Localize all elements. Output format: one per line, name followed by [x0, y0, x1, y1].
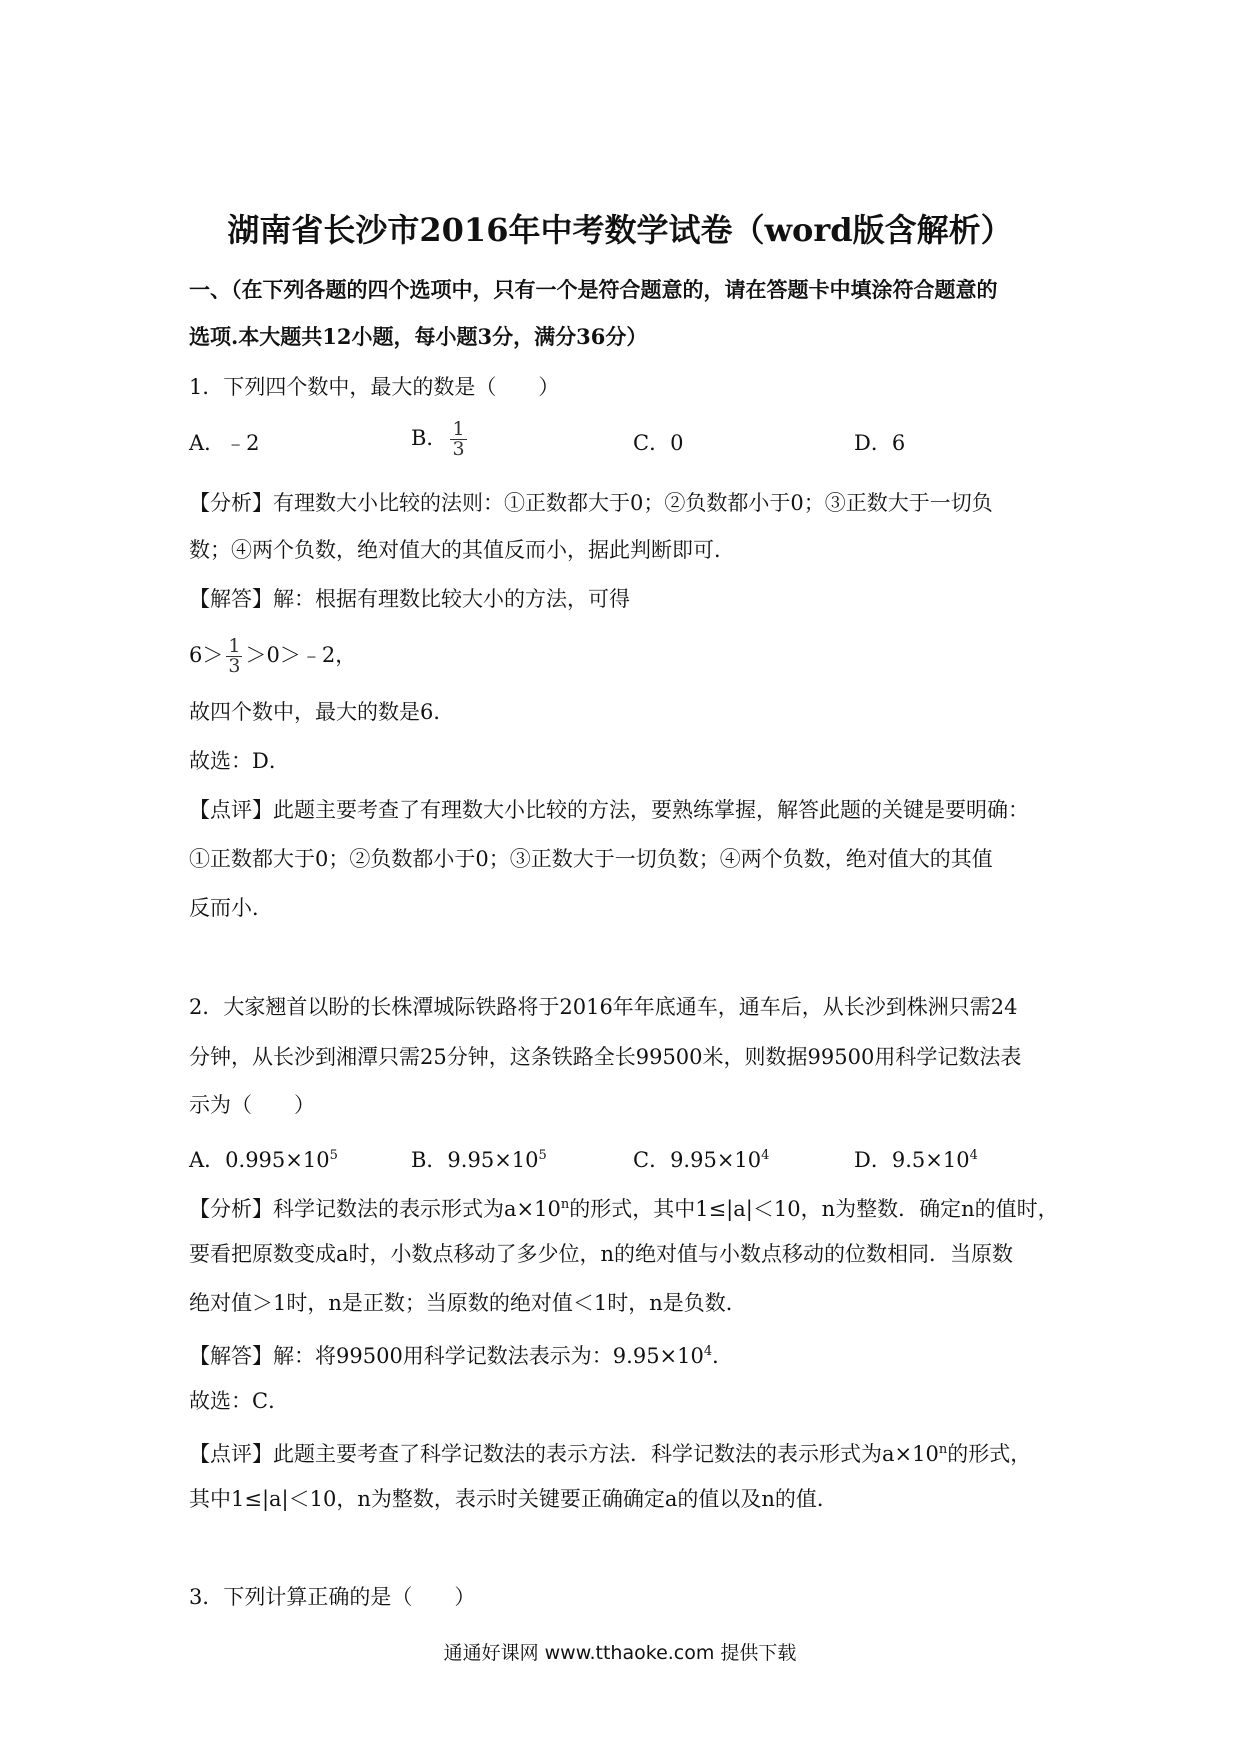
q1-option-a: A．﹣2	[189, 431, 260, 455]
q2-analysis-line-2: 要看把原数变成a时，小数点移动了多少位，n的绝对值与小数点移动的位数相同．当原数	[189, 1242, 1014, 1266]
q2-option-c	[633, 1141, 769, 1175]
q1-comment-line-2: ①正数都大于0；②负数都小于0；③正数大于一切负数；④两个负数，绝对值大的其值	[189, 847, 993, 871]
q2-answer-exponent: 4	[703, 1344, 713, 1359]
q2-option-b	[411, 1141, 547, 1175]
q2-option-c-base: C．9.95×10	[633, 1148, 762, 1172]
q1-answer-suffix: ＞0＞﹣2，	[245, 643, 357, 667]
q2-option-a	[189, 1141, 338, 1175]
q1-option-c: C．0	[633, 431, 684, 455]
q1-option-d: D．6	[854, 431, 906, 455]
q1-comment-line-3: 反而小．	[189, 896, 273, 920]
q2-option-b-exponent: 5	[538, 1148, 547, 1163]
q2-option-a-exponent: 5	[329, 1148, 338, 1163]
q2-option-d	[854, 1141, 978, 1175]
q1-analysis-line-1: 【分析】有理数大小比较的法则：①正数都大于0；②负数都小于0；③正数大于一切负	[189, 491, 993, 515]
q1-answer-prefix: 6＞	[189, 643, 224, 667]
q1-comment-line-1: 【点评】此题主要考查了有理数大小比较的方法，要熟练掌握，解答此题的关键是要明确：	[189, 798, 1029, 822]
q1-answer-denominator: 3	[228, 655, 241, 677]
q1-answer-fraction	[226, 637, 242, 676]
q2-answer	[189, 1337, 733, 1371]
q2-stem-line-3: 示为（ ）	[189, 1093, 315, 1117]
q2-comment-line-1	[189, 1435, 1031, 1469]
q2-stem-line-1: 2．大家翘首以盼的长株潭城际铁路将于2016年年底通车，通车后，从长沙到株洲只需24	[189, 995, 1018, 1019]
q1-option-b-fraction	[450, 420, 466, 459]
q2-analysis-exponent: n	[560, 1197, 570, 1212]
section-heading-line-1: 一、（在下列各题的四个选项中，只有一个是符合题意的，请在答题卡中填涂符合题意的	[189, 277, 998, 302]
q1-answer-numerator: 1	[228, 635, 241, 657]
q2-option-b-base: B．9.95×10	[411, 1148, 539, 1172]
q1-answer-inequality	[189, 633, 356, 677]
page-title: 湖南省长沙市2016年中考数学试卷（word版含解析）	[227, 211, 1013, 249]
q2-option-c-exponent: 4	[761, 1148, 770, 1163]
q1-answer-line-3: 故四个数中，最大的数是6．	[189, 700, 455, 724]
q1-answer-line-1: 【解答】解：根据有理数比较大小的方法，可得	[189, 587, 630, 611]
q2-option-d-exponent: 4	[969, 1148, 978, 1163]
q3-stem: 3．下列计算正确的是（ ）	[189, 1585, 476, 1609]
q2-comment-exponent: n	[938, 1442, 948, 1457]
q1-option-b-denominator: 3	[452, 438, 465, 460]
q1-analysis-line-2: 数；④两个负数，绝对值大的其值反而小，据此判断即可．	[189, 538, 735, 562]
q1-option-b-numerator: 1	[452, 418, 465, 440]
q2-option-d-base: D．9.5×10	[854, 1148, 970, 1172]
q2-comment-text-b: 的形式，	[947, 1442, 1032, 1466]
q2-analysis-line-1	[189, 1190, 1059, 1224]
q2-analysis-line-3: 绝对值＞1时，n是正数；当原数的绝对值＜1时，n是负数．	[189, 1291, 747, 1315]
q1-stem: 1．下列四个数中，最大的数是（ ）	[189, 375, 560, 399]
q2-answer-text-a: 【解答】解：将99500用科学记数法表示为：9.95×10	[189, 1344, 704, 1368]
q2-stem-line-2: 分钟，从长沙到湘潭只需25分钟，这条铁路全长99500米，则数据99500用科学记数法表	[189, 1045, 1022, 1069]
q2-comment-text-a: 【点评】此题主要考查了科学记数法的表示方法．科学记数法的表示形式为a×10	[189, 1442, 939, 1466]
q2-analysis-text-a: 【分析】科学记数法的表示形式为a×10	[189, 1197, 561, 1221]
q2-choice: 故选：C．	[189, 1389, 290, 1413]
q1-option-b	[411, 420, 470, 459]
q1-choice: 故选：D．	[189, 749, 290, 773]
q2-option-a-base: A．0.995×10	[189, 1148, 330, 1172]
q2-comment-line-2: 其中1≤|a|＜10，n为整数，表示时关键要正确确定a的值以及n的值．	[189, 1487, 838, 1511]
footer-download-notice: 通通好课网 www.tthaoke.com 提供下载	[443, 1642, 797, 1664]
q2-answer-text-b: ．	[712, 1344, 734, 1368]
q1-option-b-label: B．	[411, 426, 448, 450]
q2-analysis-text-b: 的形式，其中1≤|a|＜10，n为整数．确定n的值时，	[569, 1197, 1059, 1221]
section-heading-line-2: 选项.本大题共12小题，每小题3分，满分36分）	[189, 324, 648, 349]
